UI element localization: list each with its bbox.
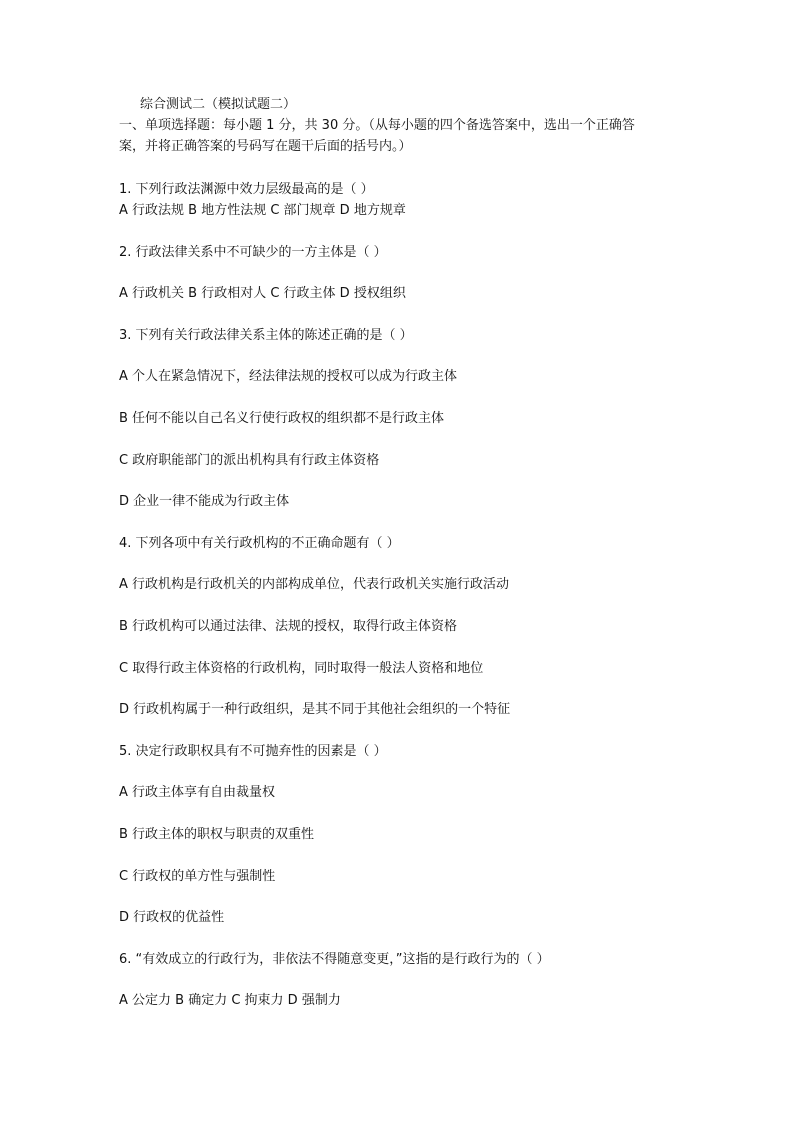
question-5-option-b: B 行政主体的职权与职责的双重性 [119,827,315,842]
question-5-stem: 5. 决定行政职权具有不可抛弃性的因素是（ ） [119,744,387,759]
question-4-stem: 4. 下列各项中有关行政机构的不正确命题有（ ） [119,536,400,551]
question-1-options: A 行政法规 B 地方性法规 C 部门规章 D 地方规章 [119,203,406,218]
question-2-stem: 2. 行政法律关系中不可缺少的一方主体是（ ） [119,245,387,260]
question-1-stem: 1. 下列行政法渊源中效力层级最高的是（ ） [119,182,374,197]
question-6-options: A 公定力 B 确定力 C 拘束力 D 强制力 [119,993,341,1008]
question-4-option-a: A 行政机构是行政机关的内部构成单位，代表行政机关实施行政活动 [119,577,510,592]
question-5-option-d: D 行政权的优益性 [119,910,225,925]
question-4-option-c: C 取得行政主体资格的行政机构，同时取得一般法人资格和地位 [119,661,484,676]
question-3-option-a: A 个人在紧急情况下，经法律法规的授权可以成为行政主体 [119,369,458,384]
section-heading-line-2: 案，并将正确答案的号码写在题干后面的括号内。） [119,139,412,154]
question-3-option-c: C 政府职能部门的派出机构具有行政主体资格 [119,453,380,468]
question-6-stem: 6. “有效成立的行政行为，非依法不得随意变更，”这指的是行政行为的（ ） [119,952,550,967]
question-4-option-b: B 行政机构可以通过法律、法规的授权，取得行政主体资格 [119,619,458,634]
page-title: 综合测试二（模拟试题二） [140,97,297,112]
question-2-options: A 行政机关 B 行政相对人 C 行政主体 D 授权组织 [119,286,406,301]
section-heading-line-1: 一、单项选择题：每小题 1 分，共 30 分。（从每小题的四个备选答案中，选出一个正确答 [119,118,635,133]
question-5-option-c: C 行政权的单方性与强制性 [119,869,276,884]
question-5-option-a: A 行政主体享有自由裁量权 [119,785,276,800]
question-3-option-d: D 企业一律不能成为行政主体 [119,494,290,509]
question-3-stem: 3. 下列有关行政法律关系主体的陈述正确的是（ ） [119,328,413,343]
question-3-option-b: B 任何不能以自己名义行使行政权的组织都不是行政主体 [119,411,445,426]
question-4-option-d: D 行政机构属于一种行政组织，是其不同于其他社会组织的一个特征 [119,702,511,717]
